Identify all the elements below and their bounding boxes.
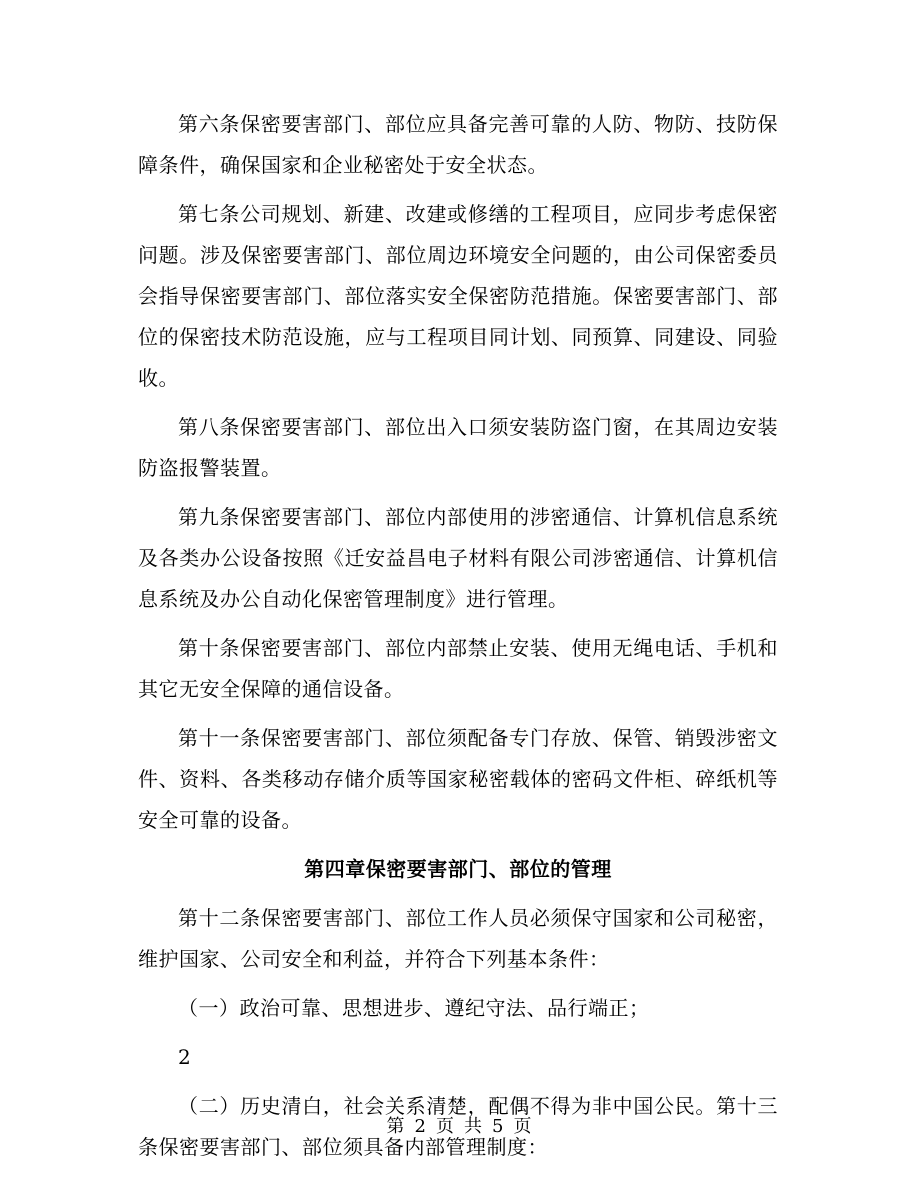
- inline-page-number: 2: [178, 1045, 191, 1069]
- footer-prefix: 第: [386, 1116, 407, 1137]
- condition-1-paragraph: （一）政治可靠、思想进步、遵纪守法、品行端正；: [178, 996, 650, 1020]
- condition-2-paragraph: （二）历史清白，社会关系清楚，配偶不得为非中国公民。第十三条保密要害部门、部位须具备内部管理制度：: [138, 1094, 778, 1159]
- article-12-paragraph: 第十二条保密要害部门、部位工作人员必须保守国家和公司秘密，维护国家、公司安全和利益，并符合下列基本条件：: [138, 906, 778, 971]
- document-body: [138, 104, 778, 1176]
- footer-page-word: 页: [436, 1116, 456, 1137]
- article-8-paragraph: 第八条保密要害部门、部位出入口须安装防盗门窗，在其周边安装防盗报警装置。: [138, 415, 778, 480]
- article-11-paragraph: 第十一条保密要害部门、部位须配备专门存放、保管、销毁涉密文件、资料、各类移动存储介质等国家秘密载体的密码文件柜、碎纸机等安全可靠的设备。: [138, 726, 778, 832]
- article-10-paragraph: 第十条保密要害部门、部位内部禁止安装、使用无绳电话、手机和其它无安全保障的通信设备。: [138, 636, 778, 701]
- page-footer: [0, 1112, 920, 1138]
- footer-current-page: 2: [414, 1116, 428, 1137]
- chapter-heading: 第四章保密要害部门、部位的管理: [304, 857, 612, 881]
- footer-total-pages: 5: [492, 1116, 506, 1137]
- footer-page-word-2: 页: [513, 1116, 534, 1137]
- article-7-paragraph: 第七条公司规划、新建、改建或修缮的工程项目，应同步考虑保密问题。涉及保密要害部门、部位周边环境安全问题的，由公司保密委员会指导保密要害部门、部位落实安全保密防范措施。保密要害部门、部位的保密技术防范设施，应与工程项目同计划、同预算、同建设、同验收。: [138, 202, 778, 390]
- footer-total-prefix: 共: [464, 1116, 484, 1137]
- article-9-paragraph: 第九条保密要害部门、部位内部使用的涉密通信、计算机信息系统及各类办公设备按照《迁安益昌电子材料有限公司涉密通信、计算机信息系统及办公自动化保密管理制度》进行管理。: [138, 505, 778, 611]
- article-6-paragraph: 第六条保密要害部门、部位应具备完善可靠的人防、物防、技防保障条件，确保国家和企业秘密处于安全状态。: [138, 112, 778, 177]
